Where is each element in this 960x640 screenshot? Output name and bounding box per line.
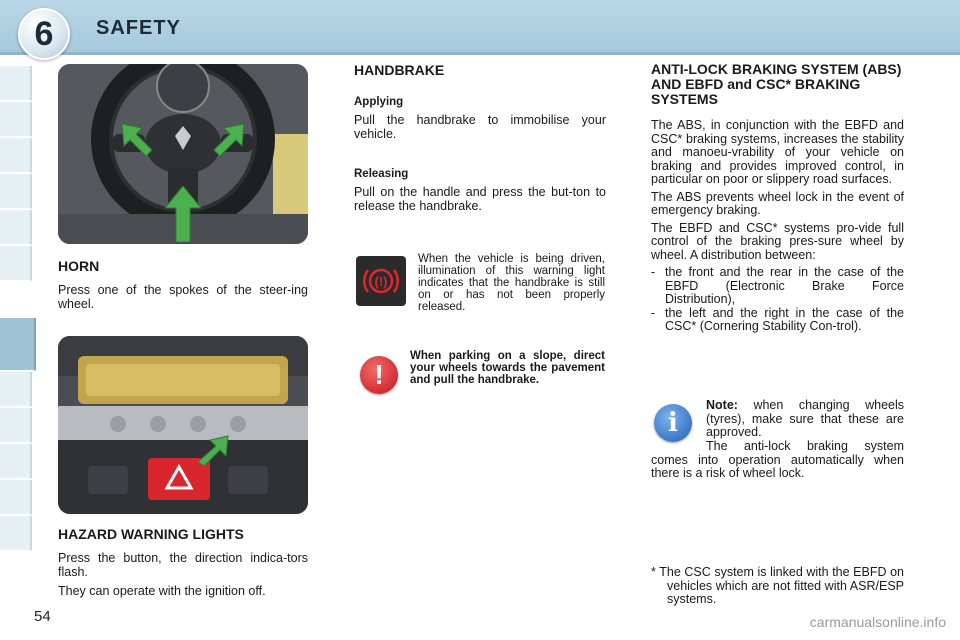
chapter-number: 6 bbox=[18, 8, 70, 60]
arrow-right-icon bbox=[210, 122, 246, 158]
watermark: carmanualsonline.info bbox=[809, 614, 946, 630]
hazard-text-1: Press the button, the direction indica-tors flash. bbox=[58, 551, 308, 579]
handbrake-warning-icon bbox=[356, 256, 406, 306]
list-marker: - bbox=[651, 265, 656, 279]
note-text bbox=[706, 399, 904, 440]
chapter-tab[interactable] bbox=[0, 246, 32, 281]
chapter-tab[interactable] bbox=[0, 516, 32, 551]
releasing-text: Pull on the handle and press the but-ton to release the handbrake. bbox=[354, 185, 606, 213]
note-label: Note: bbox=[706, 398, 738, 412]
abs-para-1: The ABS, in conjunction with the EBFD and CSC* braking systems, increases the stability and manoeu-vrability of your vehicle on braking and provides improved control, in particular on poor or slippery road surfaces. bbox=[651, 118, 904, 186]
info-icon: i bbox=[654, 404, 692, 442]
arrow-icon bbox=[196, 434, 230, 468]
note-para-2: The anti-lock braking system comes into operation automatically when there is a risk of wheel lock. bbox=[651, 439, 904, 480]
arrow-left-icon bbox=[120, 122, 156, 158]
exclamation-icon: ! bbox=[360, 356, 398, 394]
warning-light-text: When the vehicle is being driven, illumination of this warning light indicates that the handbrake is still on or has not been properly released. bbox=[418, 253, 605, 313]
chapter-tab[interactable] bbox=[0, 480, 32, 515]
arrow-up-icon bbox=[165, 186, 201, 242]
abs-heading: ANTI-LOCK BRAKING SYSTEM (ABS) AND EBFD and CSC* BRAKING SYSTEMS bbox=[651, 61, 902, 107]
releasing-title: Releasing bbox=[354, 168, 409, 180]
section-title: SAFETY bbox=[96, 17, 181, 39]
chapter-tabs bbox=[0, 56, 34, 576]
chapter-tab[interactable] bbox=[0, 210, 32, 245]
list-item bbox=[651, 307, 904, 334]
chapter-tab[interactable] bbox=[0, 372, 32, 407]
chapter-tab[interactable] bbox=[0, 444, 32, 479]
note-body: when changing wheels (tyres), make sure that these are approved. bbox=[706, 398, 904, 439]
hazard-switch-photo bbox=[58, 336, 308, 514]
page-number: 54 bbox=[34, 608, 51, 625]
list-item bbox=[651, 266, 904, 307]
slope-warning-text: When parking on a slope, direct your wheels towards the pavement and pull the handbrake. bbox=[410, 350, 605, 386]
steering-wheel-photo bbox=[58, 64, 308, 244]
chapter-tab[interactable] bbox=[0, 408, 32, 443]
chapter-tab[interactable] bbox=[0, 66, 32, 101]
applying-text: Pull the handbrake to immobilise your vehicle. bbox=[354, 113, 606, 141]
chapter-tab-active[interactable] bbox=[0, 318, 36, 371]
list-marker: - bbox=[651, 305, 656, 320]
chapter-tab[interactable] bbox=[0, 102, 32, 137]
csc-footnote: * The CSC system is linked with the EBFD on vehicles which are not fitted with ASR/ESP systems. bbox=[651, 565, 904, 606]
svg-text:(!): (!) bbox=[374, 274, 388, 289]
horn-heading: HORN bbox=[58, 258, 100, 274]
horn-text: Press one of the spokes of the steer-ing wheel. bbox=[58, 283, 308, 311]
list-item-text: the front and the rear in the case of the EBFD (Electronic Brake Force Distribution), bbox=[665, 265, 904, 306]
hazard-text-2: They can operate with the ignition off. bbox=[58, 584, 266, 598]
abs-para-3: The EBFD and CSC* systems pro-vide full control of the braking pres-sure wheel by wheel. A distribution between: bbox=[651, 220, 904, 262]
applying-title: Applying bbox=[354, 96, 404, 108]
chapter-tab[interactable] bbox=[0, 138, 32, 173]
hazard-heading: HAZARD WARNING LIGHTS bbox=[58, 526, 244, 542]
list-item-text: the left and the right in the case of the CSC* (Cornering Stability Con-trol). bbox=[665, 305, 904, 333]
abs-para-2: The ABS prevents wheel lock in the event of emergency braking. bbox=[651, 189, 904, 217]
chapter-tab[interactable] bbox=[0, 174, 32, 209]
handbrake-heading: HANDBRAKE bbox=[354, 62, 445, 78]
